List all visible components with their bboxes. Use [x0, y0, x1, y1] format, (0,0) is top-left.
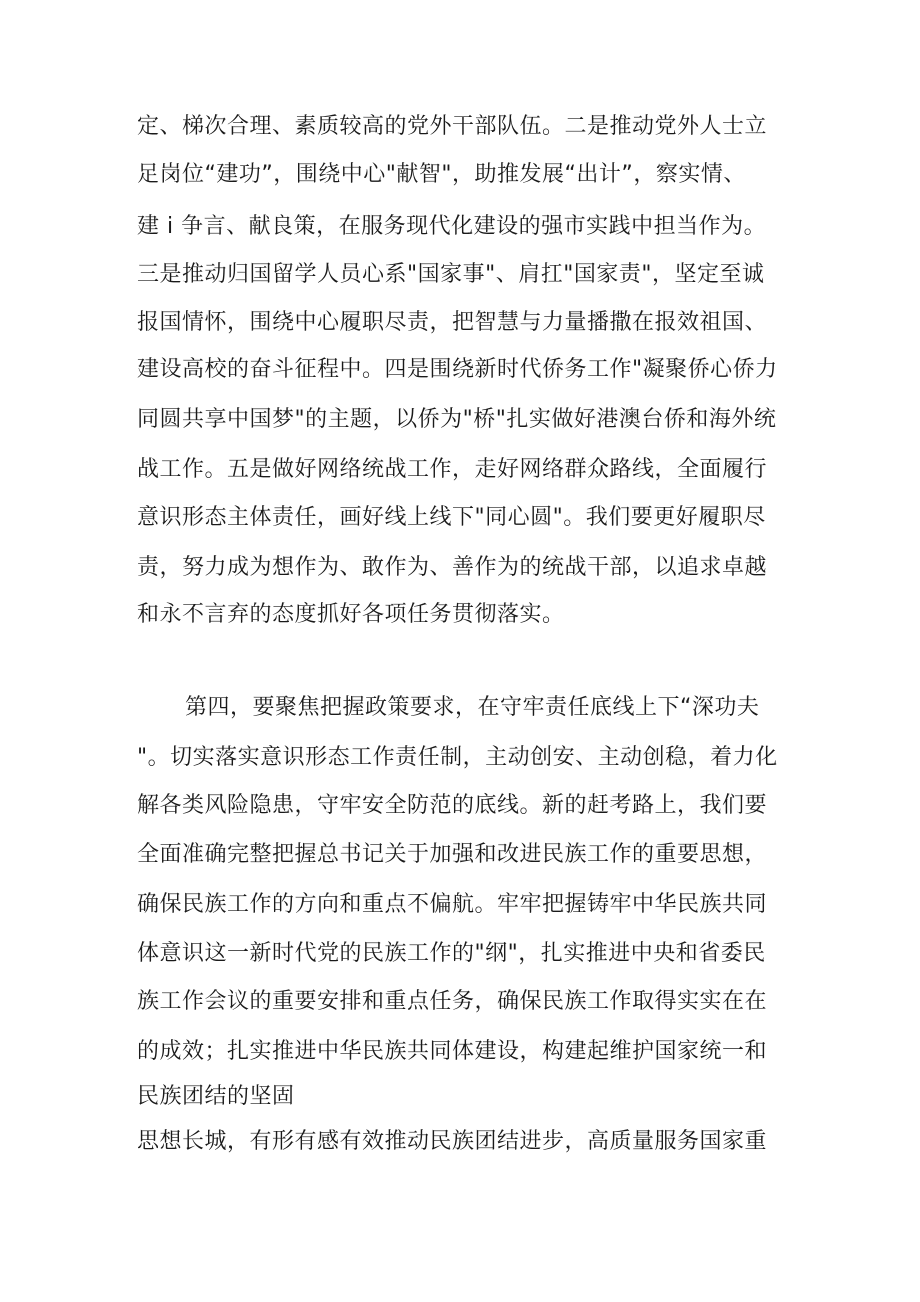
text-line: 思想长城，有形有感有效推动民族团结进步，高质量服务国家重 [137, 1129, 768, 1154]
text-line: 民族团结的坚固 [137, 1084, 295, 1109]
text-line: 建 i 争言、献良策，在服务现代化建设的强市实践中担当作为。 [137, 214, 767, 239]
text-line: 足岗位“建功”，围绕中心"献智"，助推发展“出计”，察实情、 [137, 162, 746, 187]
text-line: 建设高校的奋斗征程中。四是围绕新时代侨务工作"凝聚侨心侨力 [137, 357, 778, 382]
text-line: 全面准确完整把握总书记关于加强和改进民族工作的重要思想， [137, 842, 768, 867]
text-line: 三是推动归国留学人员心系"国家事"、肩扛"国家责"，坚定至诚 [137, 262, 765, 287]
text-line: 确保民族工作的方向和重点不偏航。牢牢把握铸牢中华民族共同 [137, 892, 768, 917]
text-line: 的成效；扎实推进中华民族共同体建设，构建起维护国家统一和 [137, 1039, 768, 1064]
text-line: 报国情怀，围绕中心履职尽责，把智慧与力量播撒在报效祖国、 [137, 310, 768, 335]
text-line: 意识形态主体责任，画好线上线下"同心圆"。我们要更好履职尽 [137, 505, 766, 530]
text-line: 同圆共享中国梦"的主题，以侨为"桥"扎实做好港澳台侨和海外统 [137, 407, 777, 432]
text-line: 战工作。五是做好网络统战工作，走好网络群众路线，全面履行 [137, 457, 768, 482]
text-line: 定、梯次合理、素质较高的党外干部队伍。二是推动党外人士立 [137, 114, 768, 139]
text-line: "。切实落实意识形态工作责任制，主动创安、主动创稳，着力化 [137, 745, 778, 770]
text-line: 和永不言弃的态度抓好各项任务贯彻落实。 [137, 602, 565, 627]
text-line: 族工作会议的重要安排和重点任务，确保民族工作取得实实在在 [137, 989, 768, 1014]
text-line: 解各类风险隐患，守牢安全防范的底线。新的赶考路上，我们要 [137, 793, 768, 818]
text-line: 责，努力成为想作为、敢作为、善作为的统战干部，以追求卓越 [137, 555, 768, 580]
text-line: 第四，要聚焦把握政策要求，在守牢责任底线上下“深功夫 [185, 695, 760, 720]
text-line: 体意识这一新时代党的民族工作的"纲"，扎实推进中央和省委民 [137, 941, 766, 966]
